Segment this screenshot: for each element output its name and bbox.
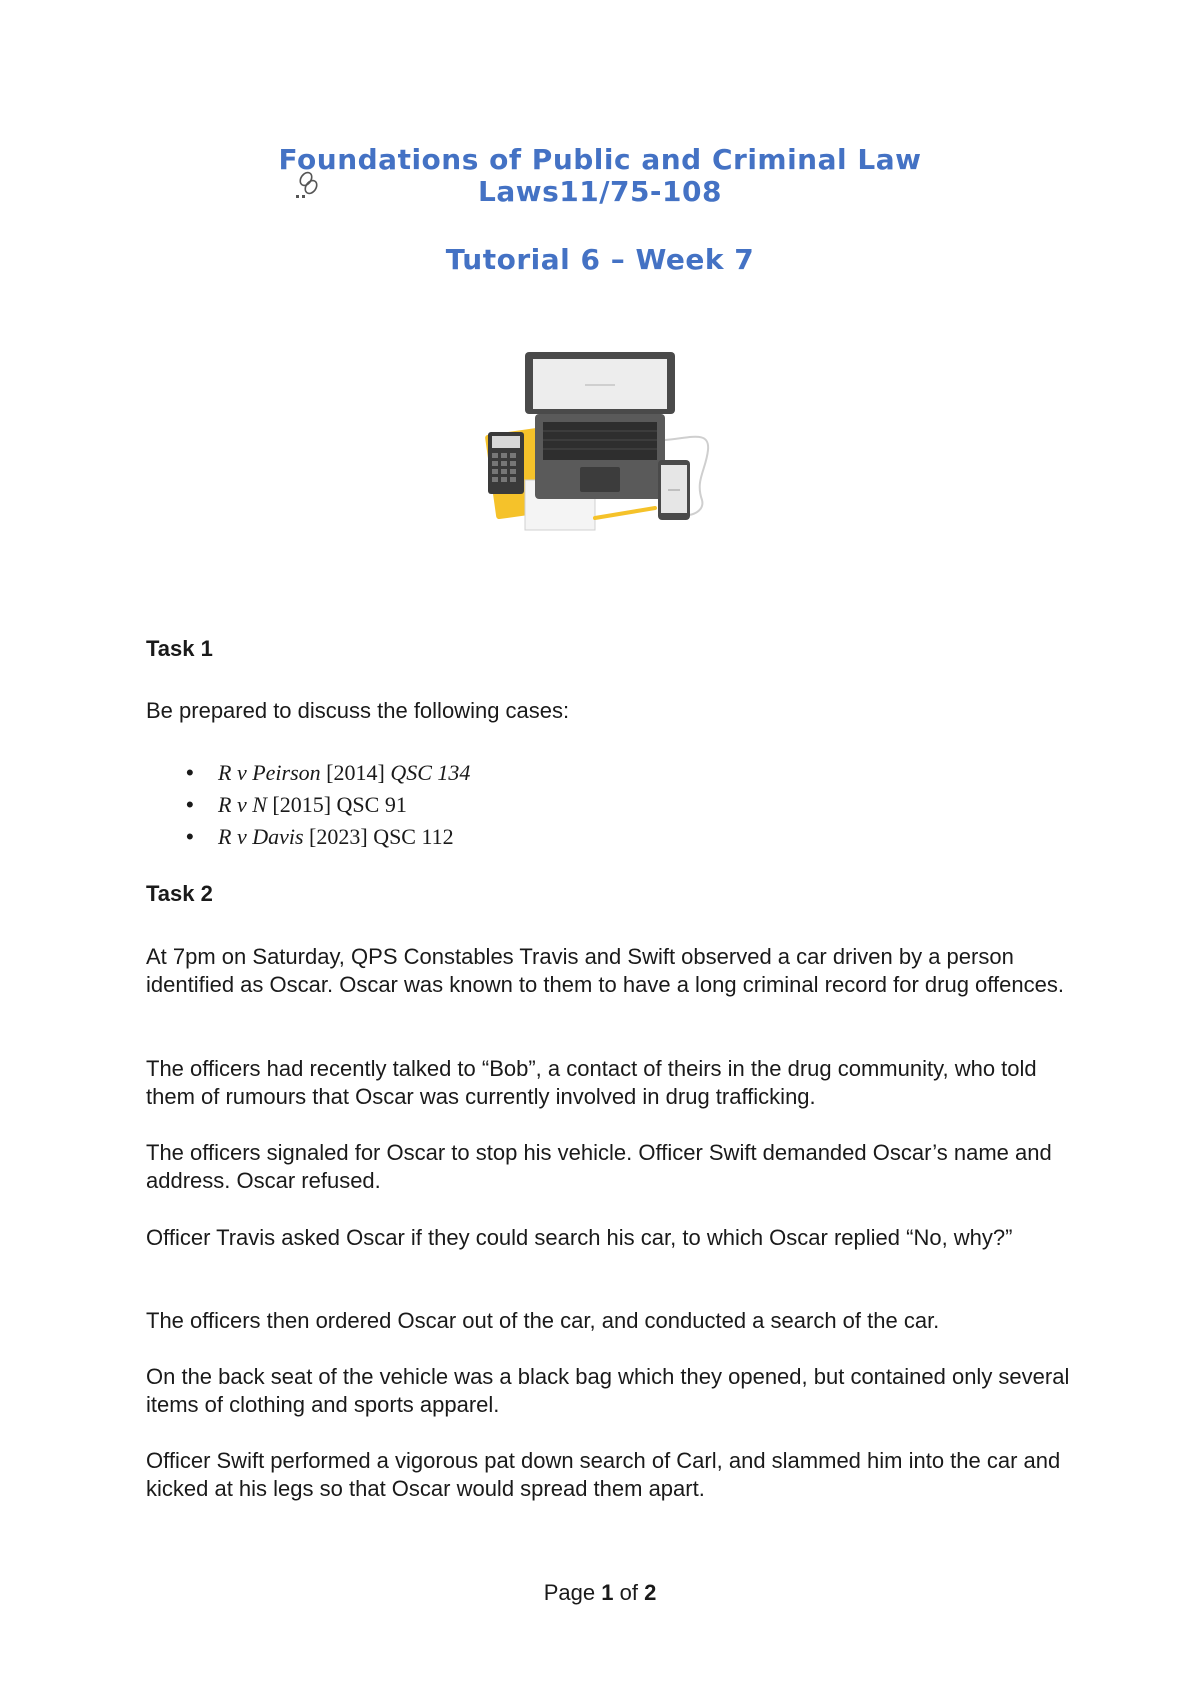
course-code: Laws11/75-108 [478, 175, 722, 208]
course-title: Foundations of Public and Criminal Law [278, 143, 922, 176]
bullet-icon: • [186, 792, 194, 817]
task2-paragraph: The officers had recently talked to “Bob”, a contact of theirs in the drug community, who told them of rumours that Oscar was currently involved in drug trafficking. [146, 1056, 1037, 1109]
case-court: QSC 91 [336, 792, 407, 817]
case-list [186, 757, 470, 853]
anchor-icon [292, 168, 326, 202]
task2-heading: Task 2 [146, 881, 213, 906]
bullet-icon: • [186, 824, 194, 849]
page-number [0, 1580, 1200, 1606]
case-court: QSC 134 [390, 760, 471, 785]
task1-intro: Be prepared to discuss the following cases: [146, 698, 570, 723]
page-current: 1 [601, 1580, 614, 1605]
page-total: 2 [644, 1580, 657, 1605]
list-item [186, 789, 470, 821]
list-item [186, 757, 470, 789]
case-year: [2015] [272, 792, 332, 817]
task2-paragraph: The officers signaled for Oscar to stop his vehicle. Officer Swift demanded Oscar’s name and address. Oscar refused. [146, 1140, 1052, 1193]
case-year: [2023] [309, 824, 368, 849]
task1-heading: Task 1 [146, 636, 213, 661]
task2-paragraph: On the back seat of the vehicle was a black bag which they opened, but contained only several items of clothing and sports apparel. [146, 1364, 1070, 1417]
title-block [0, 144, 1200, 208]
tutorial-title: Tutorial 6 – Week 7 [445, 243, 755, 276]
task2-paragraph: Officer Travis asked Oscar if they could search his car, to which Oscar replied “No, why?” [146, 1225, 1013, 1250]
laptop-workspace-illustration [480, 350, 730, 540]
task2-paragraph: Officer Swift performed a vigorous pat down search of Carl, and slammed him into the car and kicked at his legs so that Oscar would spread them apart. [146, 1448, 1061, 1501]
task2-paragraph: At 7pm on Saturday, QPS Constables Travis and Swift observed a car driven by a person identified as Oscar. Oscar was known to them to have a long criminal record for drug offences. [146, 944, 1064, 997]
page-of: of [619, 1580, 638, 1605]
case-name: R v N [218, 792, 267, 817]
case-name: R v Peirson [218, 760, 321, 785]
bullet-icon: • [186, 760, 194, 785]
case-name: R v Davis [218, 824, 304, 849]
list-item [186, 821, 470, 853]
case-year: [2014] [326, 760, 385, 785]
task2-paragraph: The officers then ordered Oscar out of the car, and conducted a search of the car. [146, 1308, 940, 1333]
case-court: QSC 112 [373, 824, 454, 849]
page-prefix: Page [543, 1580, 596, 1605]
